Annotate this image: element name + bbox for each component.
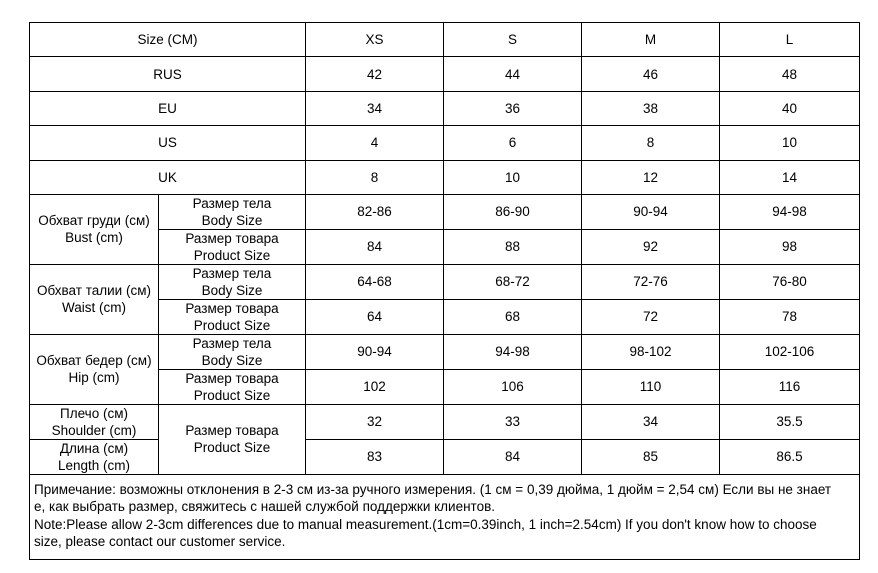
body-size-label-ru: Размер тела xyxy=(192,335,272,351)
table-cell: 98 xyxy=(720,229,860,264)
hip-label xyxy=(30,334,159,404)
product-size-label-ru: Размер товара xyxy=(185,300,279,316)
row-label-uk: UK xyxy=(30,160,306,194)
table-cell: 34 xyxy=(306,91,444,125)
product-size-label-ru: Размер товара xyxy=(185,230,279,246)
table-cell: 86-90 xyxy=(444,194,582,229)
size-chart-table xyxy=(29,22,860,560)
table-cell: 94-98 xyxy=(444,334,582,369)
table-cell: 116 xyxy=(720,369,860,404)
table-cell: 76-80 xyxy=(720,264,860,299)
waist-label-en: Waist (cm) xyxy=(62,300,126,316)
shoulder-label-ru: Плечо (см) xyxy=(60,405,128,421)
body-size-label-en: Body Size xyxy=(201,212,263,228)
table-cell: 86.5 xyxy=(720,439,860,474)
table-cell: 40 xyxy=(720,91,860,125)
shoulder-label xyxy=(30,404,159,439)
bust-label-en: Bust (cm) xyxy=(65,230,123,246)
table-cell: 85 xyxy=(582,439,720,474)
hip-label-en: Hip (cm) xyxy=(68,370,120,386)
table-row xyxy=(30,264,860,299)
table-cell: 46 xyxy=(582,57,720,91)
table-cell: 6 xyxy=(444,126,582,160)
product-size-label-en: Product Size xyxy=(193,247,271,263)
table-cell: 90-94 xyxy=(582,194,720,229)
row-label-us: US xyxy=(30,126,306,160)
body-size-label-en: Body Size xyxy=(201,352,263,368)
table-cell: 102 xyxy=(306,369,444,404)
table-row xyxy=(30,194,860,229)
table-cell: 12 xyxy=(582,160,720,194)
body-size-label-ru: Размер тела xyxy=(192,195,272,211)
product-size-label-ru: Размер товара xyxy=(185,370,279,386)
waist-label-ru: Обхват талии (см) xyxy=(37,283,151,299)
table-row xyxy=(30,91,860,125)
table-cell: 42 xyxy=(306,57,444,91)
hip-product-size-label xyxy=(159,369,306,404)
length-label-en: Length (cm) xyxy=(57,457,131,473)
row-label-rus: RUS xyxy=(30,57,306,91)
length-label-ru: Длина (см) xyxy=(59,440,129,456)
note-line-en-2: size, please contact our customer service. xyxy=(34,534,286,550)
bust-label-ru: Обхват груди (см) xyxy=(38,213,150,229)
header-size-l: L xyxy=(720,23,860,57)
bust-product-size-label xyxy=(159,229,306,264)
body-size-label-ru: Размер тела xyxy=(192,265,272,281)
table-cell: 8 xyxy=(306,160,444,194)
table-cell: 110 xyxy=(582,369,720,404)
table-cell: 8 xyxy=(582,126,720,160)
table-cell: 94-98 xyxy=(720,194,860,229)
table-row xyxy=(30,160,860,194)
table-cell: 68 xyxy=(444,299,582,334)
table-cell: 82-86 xyxy=(306,194,444,229)
table-cell: 98-102 xyxy=(582,334,720,369)
shoulder-label-en: Shoulder (cm) xyxy=(51,422,137,438)
table-cell: 78 xyxy=(720,299,860,334)
table-cell: 88 xyxy=(444,229,582,264)
hip-body-size-label xyxy=(159,334,306,369)
table-cell: 84 xyxy=(444,439,582,474)
row-label-eu: EU xyxy=(30,91,306,125)
header-row xyxy=(30,23,860,57)
header-size-s: S xyxy=(444,23,582,57)
table-cell: 36 xyxy=(444,91,582,125)
waist-body-size-label xyxy=(159,264,306,299)
table-cell: 64 xyxy=(306,299,444,334)
body-size-label-en: Body Size xyxy=(201,282,263,298)
table-cell: 102-106 xyxy=(720,334,860,369)
table-cell: 106 xyxy=(444,369,582,404)
table-cell: 48 xyxy=(720,57,860,91)
note-line-ru-2: е, как выбрать размер, свяжитесь с нашей службой поддержки клиентов. xyxy=(34,499,496,515)
note-row xyxy=(30,474,860,559)
note-line-en-1: Note:Please allow 2-3cm differences due to manual measurement.(1cm=0.39inch, 1 inch=2.54cm) If you don't know how to choose xyxy=(34,516,817,532)
table-cell: 34 xyxy=(582,404,720,439)
table-row xyxy=(30,404,860,439)
table-cell: 64-68 xyxy=(306,264,444,299)
product-size-label-ru: Размер товара xyxy=(185,423,279,439)
header-size-xs: XS xyxy=(306,23,444,57)
table-row xyxy=(30,334,860,369)
table-cell: 84 xyxy=(306,229,444,264)
table-cell: 14 xyxy=(720,160,860,194)
table-cell: 90-94 xyxy=(306,334,444,369)
waist-product-size-label xyxy=(159,299,306,334)
bust-label xyxy=(30,194,159,264)
shoulder-length-product-size-label xyxy=(159,404,306,474)
waist-label xyxy=(30,264,159,334)
product-size-label-en: Product Size xyxy=(193,440,271,456)
table-cell: 32 xyxy=(306,404,444,439)
table-cell: 68-72 xyxy=(444,264,582,299)
table-row xyxy=(30,57,860,91)
table-cell: 72 xyxy=(582,299,720,334)
table-row xyxy=(30,439,860,474)
header-size-m: M xyxy=(582,23,720,57)
note-line-ru-1: Примечание: возможны отклонения в 2-3 см из-за ручного измерения. (1 см = 0,39 дюйма, 1 дюйм = 2,54 см) Если вы не знает xyxy=(34,481,832,497)
hip-label-ru: Обхват бедер (см) xyxy=(36,353,152,369)
table-row xyxy=(30,126,860,160)
table-cell: 35.5 xyxy=(720,404,860,439)
table-cell: 38 xyxy=(582,91,720,125)
table-cell: 44 xyxy=(444,57,582,91)
note-cell xyxy=(30,474,860,559)
table-cell: 10 xyxy=(444,160,582,194)
length-label xyxy=(30,439,159,474)
table-cell: 83 xyxy=(306,439,444,474)
header-size-label: Size (CM) xyxy=(30,23,306,57)
table-cell: 33 xyxy=(444,404,582,439)
table-cell: 4 xyxy=(306,126,444,160)
table-cell: 10 xyxy=(720,126,860,160)
bust-body-size-label xyxy=(159,194,306,229)
table-cell: 92 xyxy=(582,229,720,264)
product-size-label-en: Product Size xyxy=(193,387,271,403)
product-size-label-en: Product Size xyxy=(193,317,271,333)
table-cell: 72-76 xyxy=(582,264,720,299)
